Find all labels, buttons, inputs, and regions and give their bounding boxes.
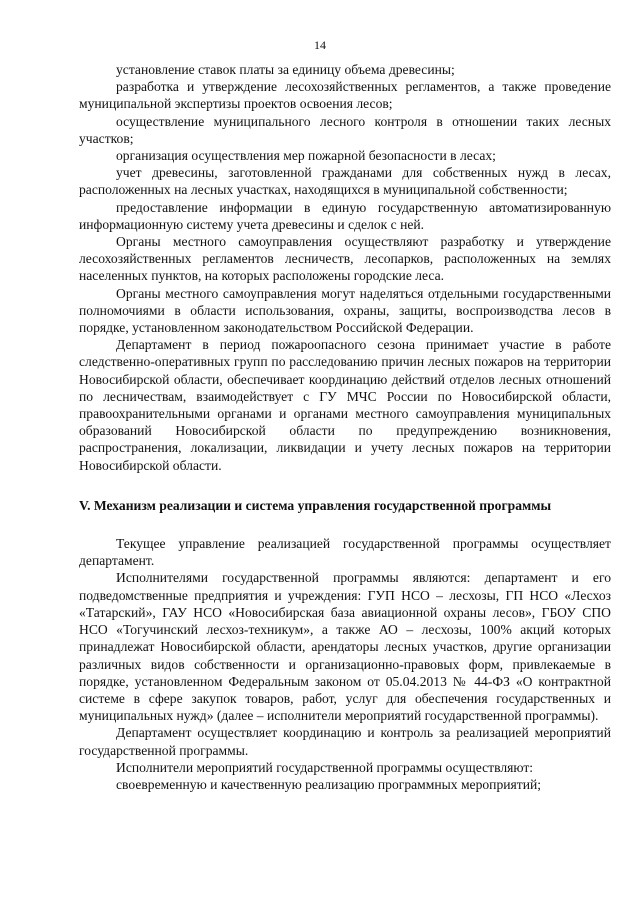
paragraph: Исполнители мероприятий государственной программы осуществляют: [116,759,534,775]
page-content [79,61,611,793]
paragraph: своевременную и качественную реализацию программных мероприятий; [116,776,542,792]
paragraph: учет древесины, заготовленной гражданами для собственных нужд в лесах, расположенных на лесных участках, находящихся в муниципальной собственности; [79,165,611,198]
page-number: 14 [314,38,326,52]
paragraph: осуществление муниципального лесного контроля в отношении таких лесных участков; [79,113,611,146]
paragraph: разработка и утверждение лесохозяйственных регламентов, а также проведение муниципальной экспертизы проектов освоения лесов; [79,79,611,112]
paragraph: Департамент осуществляет координацию и контроль за реализацией мероприятий государственной программы. [79,725,611,758]
section-heading: V. Механизм реализации и система управления государственной программы [79,497,552,513]
paragraph: организация осуществления мер пожарной безопасности в лесах; [116,148,496,164]
paragraph: Департамент в период пожароопасного сезона принимает участие в работе следственно-оперативных групп по расследованию причин лесных пожаров на территории Новосибирской области, обеспечивает координацию действий отделов лесных отношений по лесничествам, взаимодействует с ГУ МЧС России по Новосибирской области, правоохранительными органами и органами местного самоуправления муниципальных образований Новосибирской области по предупреждению возникновения, распространения, локализации, ликвидации и учету лесных пожаров на территории Новосибирской области. [79,337,611,473]
paragraph: предоставление информации в единую государственную автоматизированную информационную систему учета древесины и сделок с ней. [79,199,611,232]
paragraph: Исполнителями государственной программы являются: департамент и его подведомственные предприятия и учреждения: ГУП НСО – лесхозы, ГП НСО «Лесхоз «Татарский», ГАУ НСО «Новосибирская база авиационной охраны лесов», ГБОУ СПО НСО «Тогучинский лесхоз-техникум», а также АО – лесхозы, 100% акций которых принадлежат Новосибирской области, арендаторы лесных участков, другие организации различных видов собственности и организационно-правовых форм, привлекаемые в порядке, установленном Федеральным законом от 05.04.2013 № 44-ФЗ «О контрактной системе в сфере закупок товаров, работ, услуг для обеспечения государственных и муниципальных нужд» (далее – исполнители мероприятий государственной программы). [79,570,611,724]
paragraph: Органы местного самоуправления могут наделяться отдельными государственными полномочиями в области использования, охраны, защиты, воспроизводства лесов в порядке, установленном законодательством Российской Федерации. [79,285,611,336]
paragraph: Органы местного самоуправления осуществляют разработку и утверждение лесохозяйственных регламентов лесничеств, лесопарков, расположенных на землях населенных пунктов, на которых расположены городские леса. [79,234,611,284]
paragraph: Текущее управление реализацией государственной программы осуществляет департамент. [79,536,611,569]
paragraph: установление ставок платы за единицу объема древесины; [116,62,455,77]
